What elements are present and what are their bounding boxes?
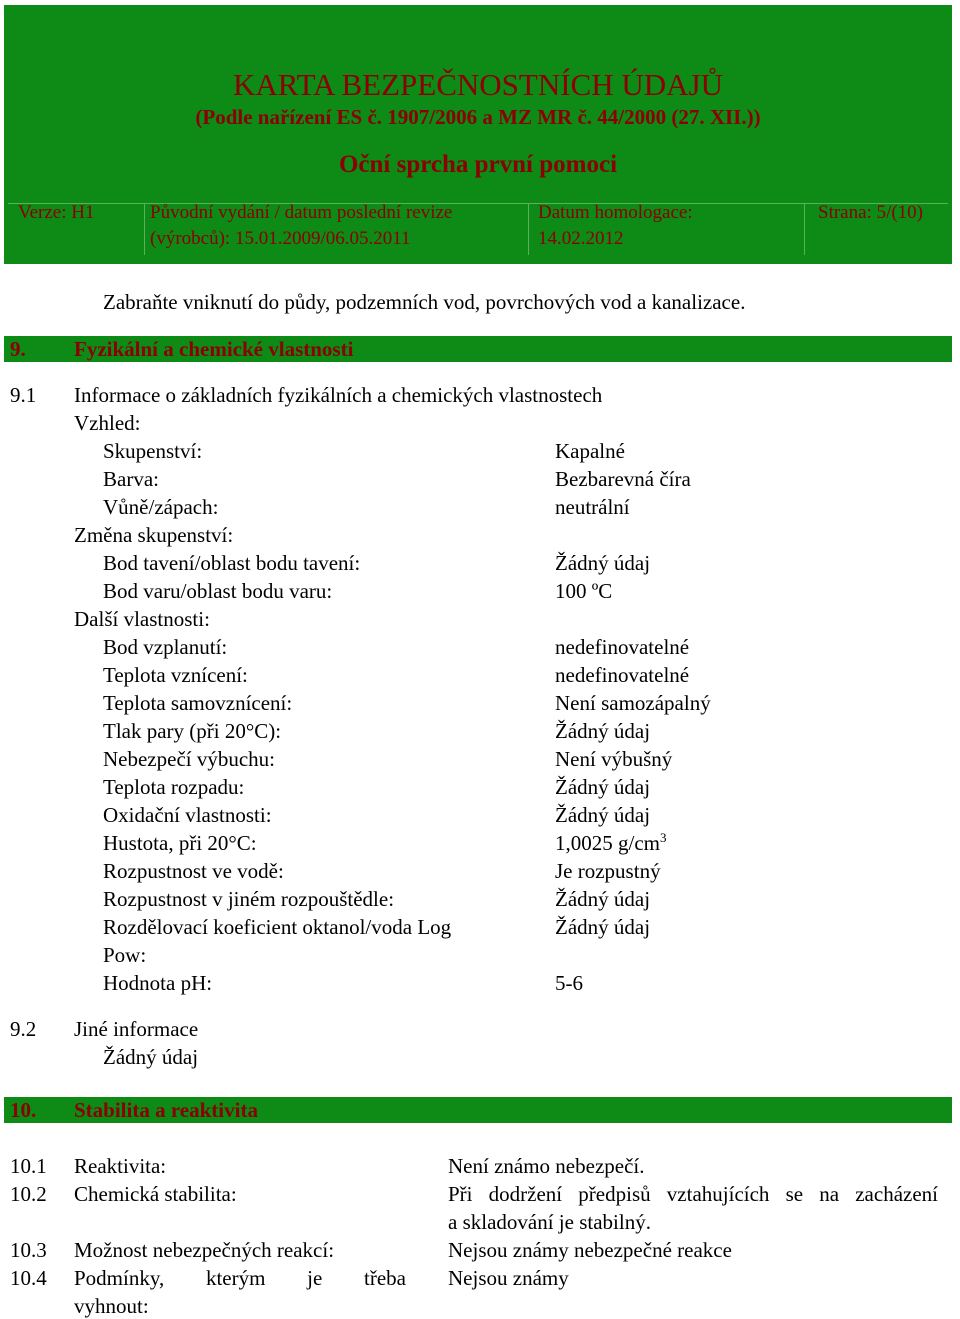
homologation-value: 14.02.2012: [538, 228, 624, 249]
homologation-label: Datum homologace:: [538, 202, 693, 223]
property-label: Vůně/zápach:: [103, 495, 219, 519]
property-label: Teplota vznícení:: [103, 663, 248, 687]
item-value: Při dodržení předpisů vztahujících se na zacházení: [448, 1182, 938, 1206]
state-change-heading: Změna skupenství:: [74, 523, 234, 547]
property-value: Žádný údaj: [555, 887, 651, 911]
section-10-title: Stabilita a reaktivita: [74, 1098, 258, 1122]
property-value: Žádný údaj: [555, 915, 651, 939]
item-number: 10.1: [10, 1154, 47, 1178]
intro-text: Zabraňte vniknutí do půdy, podzemních vod, povrchových vod a kanalizace.: [103, 290, 746, 314]
section-9-title: Fyzikální a chemické vlastnosti: [74, 337, 354, 361]
subsection-9-2-number: 9.2: [10, 1017, 37, 1041]
original-issue-label: Původní vydání / datum poslední revize: [150, 202, 453, 223]
property-label: Oxidační vlastnosti:: [103, 803, 272, 827]
property-value: Kapalné: [555, 439, 625, 463]
header-column-divider: [804, 203, 805, 255]
item-number: 10.2: [10, 1182, 47, 1206]
property-label: Skupenství:: [103, 439, 203, 463]
other-properties-heading: Další vlastnosti:: [74, 607, 210, 631]
item-label: Reaktivita:: [74, 1154, 167, 1178]
property-value: Žádný údaj: [555, 551, 651, 575]
property-value: Není výbušný: [555, 747, 673, 771]
property-label: Nebezpečí výbuchu:: [103, 747, 276, 771]
version-label: Verze: H1: [18, 202, 95, 223]
property-value: 100 ºC: [555, 579, 613, 603]
item-number: 10.3: [10, 1238, 47, 1262]
item-number: 10.4: [10, 1266, 47, 1290]
subsection-9-2-value: Žádný údaj: [103, 1045, 199, 1069]
property-label: Bod tavení/oblast bodu tavení:: [103, 551, 361, 575]
section-10-number: 10.: [10, 1098, 37, 1122]
original-issue-value: (výrobců): 15.01.2009/06.05.2011: [150, 228, 411, 249]
item-value: Není známo nebezpečí.: [448, 1154, 645, 1178]
item-label: Možnost nebezpečných reakcí:: [74, 1238, 335, 1262]
section-9-heading: [4, 336, 952, 362]
header-column-divider: [144, 203, 145, 255]
density-value: [555, 830, 667, 856]
property-value: Žádný údaj: [555, 775, 651, 799]
property-value: Žádný údaj: [555, 803, 651, 827]
property-label: Barva:: [103, 467, 159, 491]
item-label-continued: vyhnout:: [74, 1294, 149, 1318]
property-label: Rozpustnost ve vodě:: [103, 859, 284, 883]
property-label: Tlak pary (při 20°C):: [103, 719, 282, 743]
property-label-continued: Pow:: [103, 943, 147, 967]
subsection-9-1-number: 9.1: [10, 383, 37, 407]
property-value: Není samozápalný: [555, 691, 711, 715]
appearance-heading: Vzhled:: [74, 411, 141, 435]
property-label: Teplota samovznícení:: [103, 691, 293, 715]
item-label: Chemická stabilita:: [74, 1182, 237, 1206]
subsection-9-1-title: Informace o základních fyzikálních a chemických vlastnostech: [74, 383, 603, 407]
density-value-text: 1,0025 g/cm: [555, 831, 660, 855]
property-value: neutrální: [555, 495, 630, 519]
property-value: Bezbarevná číra: [555, 467, 691, 491]
density-value-exponent: 3: [660, 830, 667, 845]
property-label: Rozpustnost v jiném rozpouštědle:: [103, 887, 395, 911]
section-9-number: 9.: [10, 337, 26, 361]
subsection-9-2-title: Jiné informace: [74, 1017, 199, 1041]
property-label: Hodnota pH:: [103, 971, 213, 995]
section-10-heading: [4, 1097, 952, 1123]
page-number: Strana: 5/(10): [818, 202, 924, 223]
property-value: nedefinovatelné: [555, 663, 690, 687]
header-divider: [8, 203, 948, 204]
regulation-reference: (Podle nařízení ES č. 1907/2006 a MZ MR č. 44/2000 (27. XII.)): [195, 105, 761, 129]
property-value: 5-6: [555, 971, 583, 995]
property-value: nedefinovatelné: [555, 635, 690, 659]
property-value: Žádný údaj: [555, 719, 651, 743]
property-label: Bod vzplanutí:: [103, 635, 228, 659]
property-value: Je rozpustný: [555, 859, 661, 883]
property-label: Hustota, při 20°C:: [103, 831, 257, 855]
document-header: [4, 5, 952, 264]
product-name: Oční sprcha první pomoci: [338, 151, 618, 178]
item-label: Podmínky, kterým je třeba: [74, 1266, 406, 1290]
header-column-divider: [528, 203, 529, 255]
property-label: Bod varu/oblast bodu varu:: [103, 579, 333, 603]
document-title: KARTA BEZPEČNOSTNÍCH ÚDAJŮ: [233, 67, 723, 102]
property-label: Rozdělovací koeficient oktanol/voda Log: [103, 915, 452, 939]
item-value: Nejsou známy: [448, 1266, 569, 1290]
item-value: Nejsou známy nebezpečné reakce: [448, 1238, 732, 1262]
item-value-continued: a skladování je stabilný.: [448, 1210, 651, 1234]
property-label: Teplota rozpadu:: [103, 775, 245, 799]
